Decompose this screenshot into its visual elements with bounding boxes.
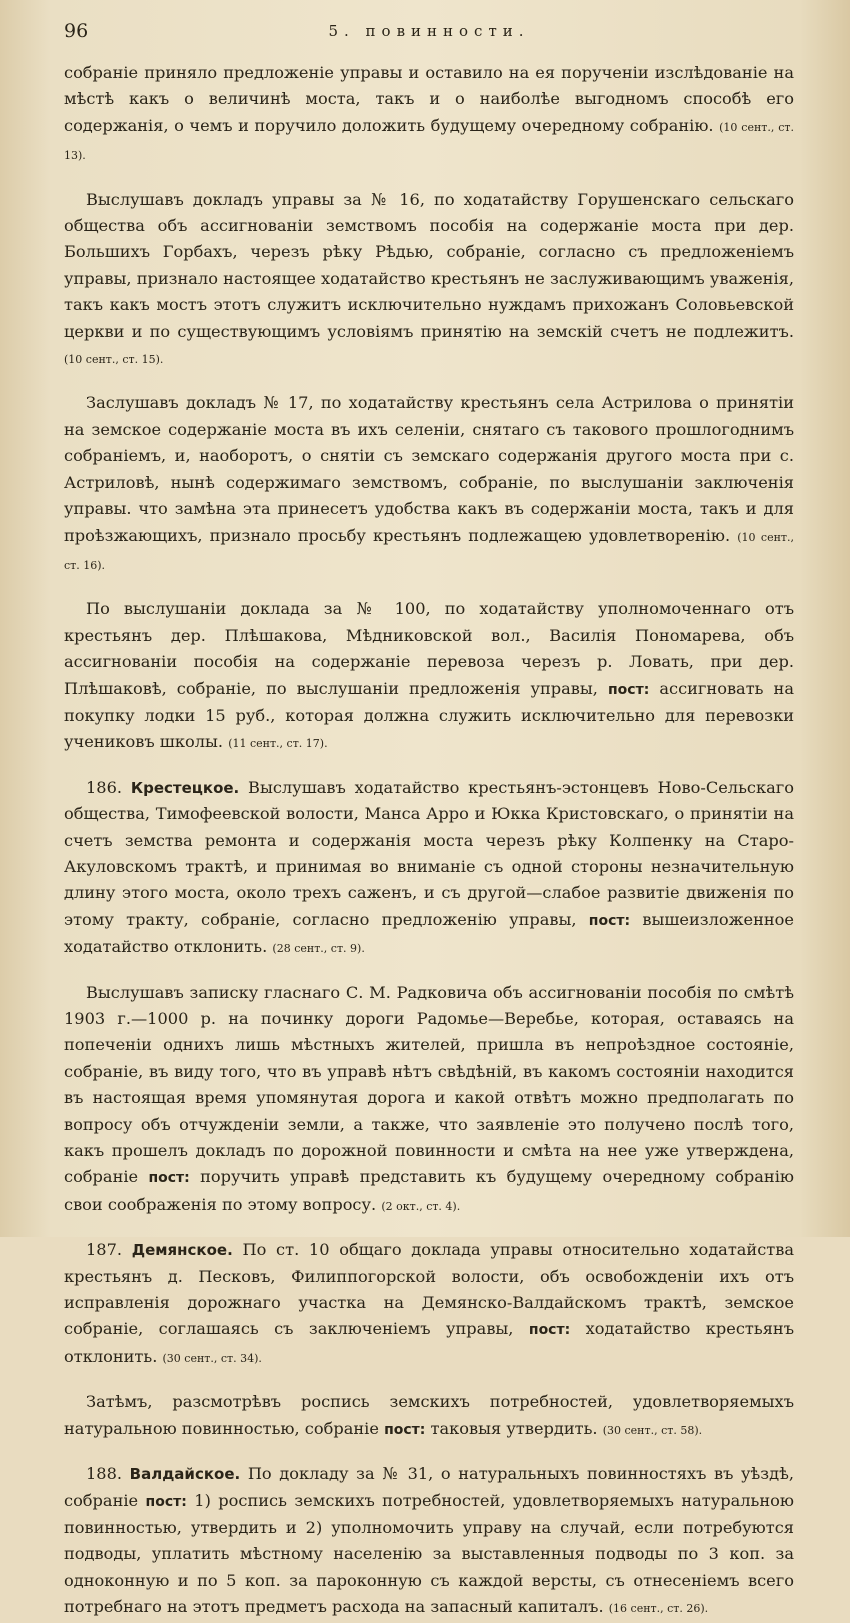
- citation-ref: (28 сент., ст. 9).: [272, 942, 365, 956]
- paragraph-text: собраніе приняло предложеніе управы и оставило на ея порученіи изслѣдованіе на мѣстѣ какъ о величинѣ моста, такъ и о наиболѣе выгодномъ способѣ его содержанія, о чемъ и поручило доложить будущему очередному собранію.: [64, 63, 794, 135]
- paragraph: [64, 1389, 794, 1444]
- paragraph: [64, 187, 794, 374]
- paragraph-text: вышеизложенное ходатайство отклонить.: [64, 909, 794, 957]
- paragraph-section-188: [64, 1461, 794, 1622]
- citation-ref: (10 сент., ст. 16).: [64, 530, 795, 572]
- paragraph-text: По докладу за № 31, о натуральныхъ повинностяхъ въ уѣздѣ, собраніе: [64, 1464, 794, 1510]
- citation-ref: (2 окт., ст. 4).: [381, 1199, 461, 1213]
- paragraph-text: Выслушавъ записку гласнаго С. М. Радковича объ ассигнованіи пособія по смѣтѣ 1903 г.—1000 р. на починку дороги Радомье—Веребье, которая, оставаясь на попеченіи однихъ лишь мѣстныхъ жителей, пришла въ непроѣздное состояніе, собраніе, въ виду того, что въ управѣ нѣтъ свѣдѣній, въ какомъ состояніи находится въ настоящая время упомянутая дорога и какой отвѣтъ можно предполагать по вопросу объ отчужденіи земли, а также, что заявленіе это получено послѣ того, какъ прошелъ докладъ по дорожной повинности и смѣта на нее уже утверждена, собраніе: [64, 982, 794, 1187]
- district-heading: Демянское.: [131, 1241, 233, 1260]
- citation-ref: (30 сент., ст. 34).: [162, 1351, 262, 1365]
- district-heading: Крестецкое.: [130, 778, 240, 797]
- paragraph-section-186: [64, 775, 794, 963]
- section-number: 186.: [86, 777, 123, 797]
- paragraph-text: Затѣмъ, разсмотрѣвъ роспись земскихъ потребностей, удовлетворяемыхъ натуральною повинностью, собраніе: [64, 1392, 794, 1438]
- post-resolution-marker: пост:: [148, 1170, 190, 1187]
- citation-ref: (11 сент., ст. 17).: [228, 737, 328, 751]
- paragraph-text: 1) роспись земскихъ потребностей, удовлетворяемыхъ натуральною повинностью, утвердить и 2) уполномочить управу на случай, если потребуются подводы, уплатить мѣстному населенію за выставленныя подводы по 3 коп. за одноконную и по 5 коп. за пароконную съ каждой версты, съ отнесеніемъ всего потребнаго на этотъ предметъ расхода на запасный капиталъ.: [64, 1490, 794, 1617]
- page-number: 96: [64, 20, 89, 42]
- citation-ref: (10 сент., ст. 15).: [64, 353, 164, 367]
- paragraph-text: таковыя утвердить.: [430, 1418, 598, 1438]
- paragraph-text: Выслушавъ докладъ управы за № 16, по ходатайству Горушенскаго сельскаго общества объ ассигнованіи земствомъ пособія на содержаніе моста при дер. Большихъ Горбахъ, черезъ рѣку Рѣдью, собраніе, согласно съ предложеніемъ управы, признало настоящее ходатайство крестьянъ не заслуживающимъ уваженія, такъ какъ мостъ этотъ служитъ исключительно нуждамъ прихожанъ Соловьевской церкви и по существующимъ условіямъ принятію на земскій счетъ не подлежитъ.: [64, 189, 794, 341]
- post-resolution-marker: пост:: [384, 1421, 426, 1438]
- section-number: 187.: [86, 1240, 123, 1260]
- post-resolution-marker: пост:: [528, 1322, 571, 1339]
- district-heading: Валдайское.: [129, 1465, 241, 1484]
- paragraph-text: ходатайство крестьянъ отклонить.: [64, 1319, 795, 1366]
- post-resolution-marker: пост:: [608, 681, 650, 698]
- paragraph: [64, 390, 794, 579]
- paragraph-text: поручить управѣ представить къ будущему очередному собранію свои соображенія по этому вопросу.: [64, 1167, 794, 1214]
- post-resolution-marker: пост:: [588, 912, 631, 929]
- paragraph-section-187: [64, 1237, 794, 1372]
- paragraph-text: По выслушаніи доклада за № 100, по ходатайству уполномоченнаго отъ крестьянъ дер. Плѣшакова, Мѣдниковской вол., Василія Пономарева, объ ассигнованіи пособія на содержаніе перевоза черезъ р. Ловать, при дер. Плѣшаковѣ, собраніе, по выслушаніи предложенія управы,: [64, 599, 794, 698]
- section-number: 188.: [86, 1464, 123, 1484]
- paragraph-text: ассигновать на покупку лодки 15 руб., которая должна служить исключительно для перевозки учениковъ школы.: [64, 678, 794, 752]
- page-header: [64, 18, 794, 52]
- citation-ref: (16 сент., ст. 26).: [608, 1602, 709, 1616]
- running-title: 5. повинности.: [328, 22, 530, 40]
- paragraph-text: По ст. 10 общаго доклада управы относительно ходатайства крестьянъ д. Песковъ, Филиппогорской волости, объ освобожденіи ихъ отъ исправленія дорожнаго участка на Демянско-Валдайскомъ трактѣ, земское собраніе, соглашаясь съ заключеніемъ управы,: [64, 1240, 795, 1339]
- citation-ref: (10 сент., ст. 13).: [64, 120, 794, 163]
- paragraph-text: Заслушавъ докладъ № 17, по ходатайству крестьянъ села Астрилова о принятіи на земское содержаніе моста въ ихъ селеніи, снятаго съ такового прошлогоднимъ собраніемъ, и, наоборотъ, о снятіи съ земскаго содержанія другого моста при с. Астриловѣ, нынѣ содержимаго земствомъ, собраніе, по выслушаніи заключенія управы. что замѣна эта принесетъ удобства какъ въ содержаніи моста, такъ и для проѣзжающихъ, признало просьбу крестьянъ подлежащею удовлетворенію.: [64, 393, 794, 545]
- post-resolution-marker: пост:: [145, 1493, 187, 1510]
- paragraph-text: Выслушавъ ходатайство крестьянъ-эстонцевъ Ново-Сельскаго общества, Тимофеевской волости, Манса Арро и Юкка Кристовскаго, о принятіи на счетъ земства ремонта и содержанія моста черезъ рѣку Колпенку на Старо-Акуловскомъ трактѣ, и принимая во вниманіе съ одной стороны незначительную длину этого моста, около трехъ саженъ, и съ другой—слабое развитіе движенія по этому тракту, собраніе, согласно предложенію управы,: [64, 777, 794, 929]
- citation-ref: (30 сент., ст. 58).: [602, 1423, 703, 1437]
- paragraph: [64, 60, 794, 170]
- page-body: [64, 60, 794, 1623]
- paragraph: [64, 596, 794, 757]
- paragraph: [64, 980, 794, 1221]
